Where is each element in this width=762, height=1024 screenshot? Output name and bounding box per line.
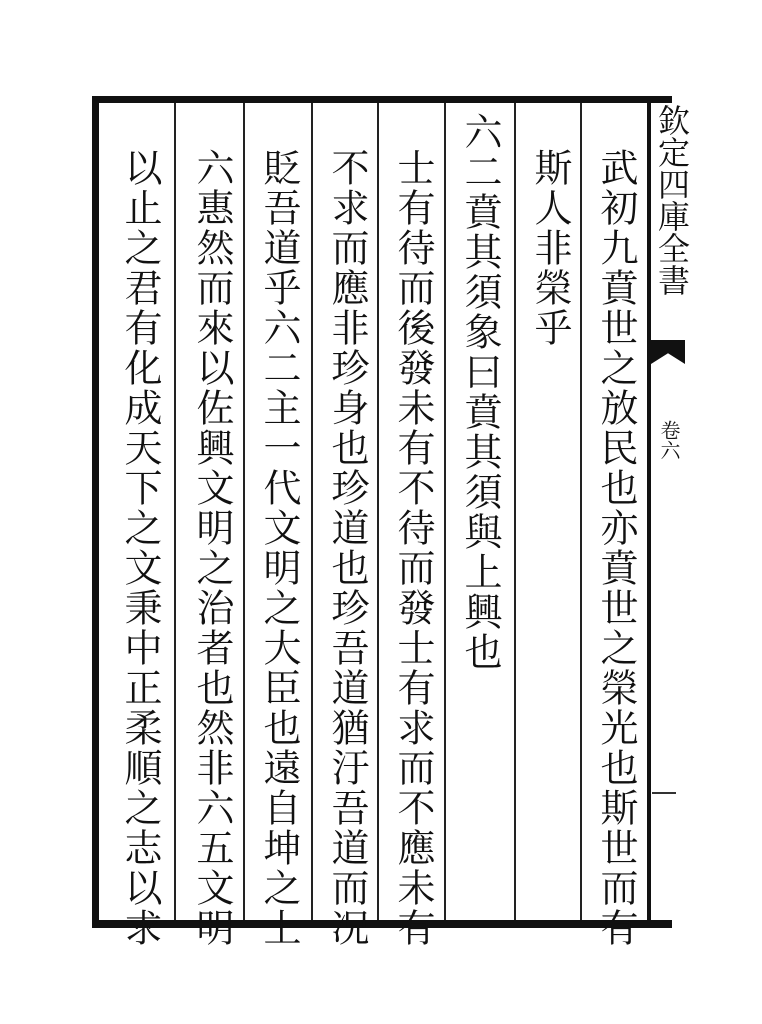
book-title: 欽定四庫全書 <box>653 104 691 296</box>
frame-top-border <box>92 96 672 103</box>
column-rule <box>580 103 582 920</box>
text-column-4: 士有待而後發未有不待而發士有求而不應未有 <box>391 148 435 948</box>
column-rule <box>444 103 446 920</box>
fish-tail-mark <box>651 340 685 364</box>
text-column-1: 武初九賁世之放民也亦賁世之榮光也斯世而有 <box>594 148 638 948</box>
column-rule <box>311 103 313 920</box>
text-column-3: 六二賁其須象曰賁其須與上興也 <box>458 112 502 672</box>
margin-mark <box>652 792 676 794</box>
text-column-2: 斯人非榮乎 <box>528 148 572 348</box>
text-column-7: 六惠然而來以佐興文明之治者也然非六五文明 <box>190 148 234 948</box>
frame-right-border <box>647 96 651 928</box>
text-column-5: 不求而應非珍身也珍道也珍吾道猶汙吾道而况 <box>325 148 369 948</box>
frame-bottom-border <box>92 920 672 928</box>
text-column-8: 以止之君有化成天下之文秉中正柔順之志以求 <box>118 148 162 948</box>
column-rule <box>377 103 379 920</box>
column-rule <box>514 103 516 920</box>
column-rule <box>243 103 245 920</box>
volume-label: 卷六 <box>657 420 681 460</box>
frame-left-border <box>92 96 99 928</box>
text-column-6: 貶吾道乎六二主一代文明之大臣也遠自坤之上 <box>257 148 301 948</box>
column-rule <box>174 103 176 920</box>
